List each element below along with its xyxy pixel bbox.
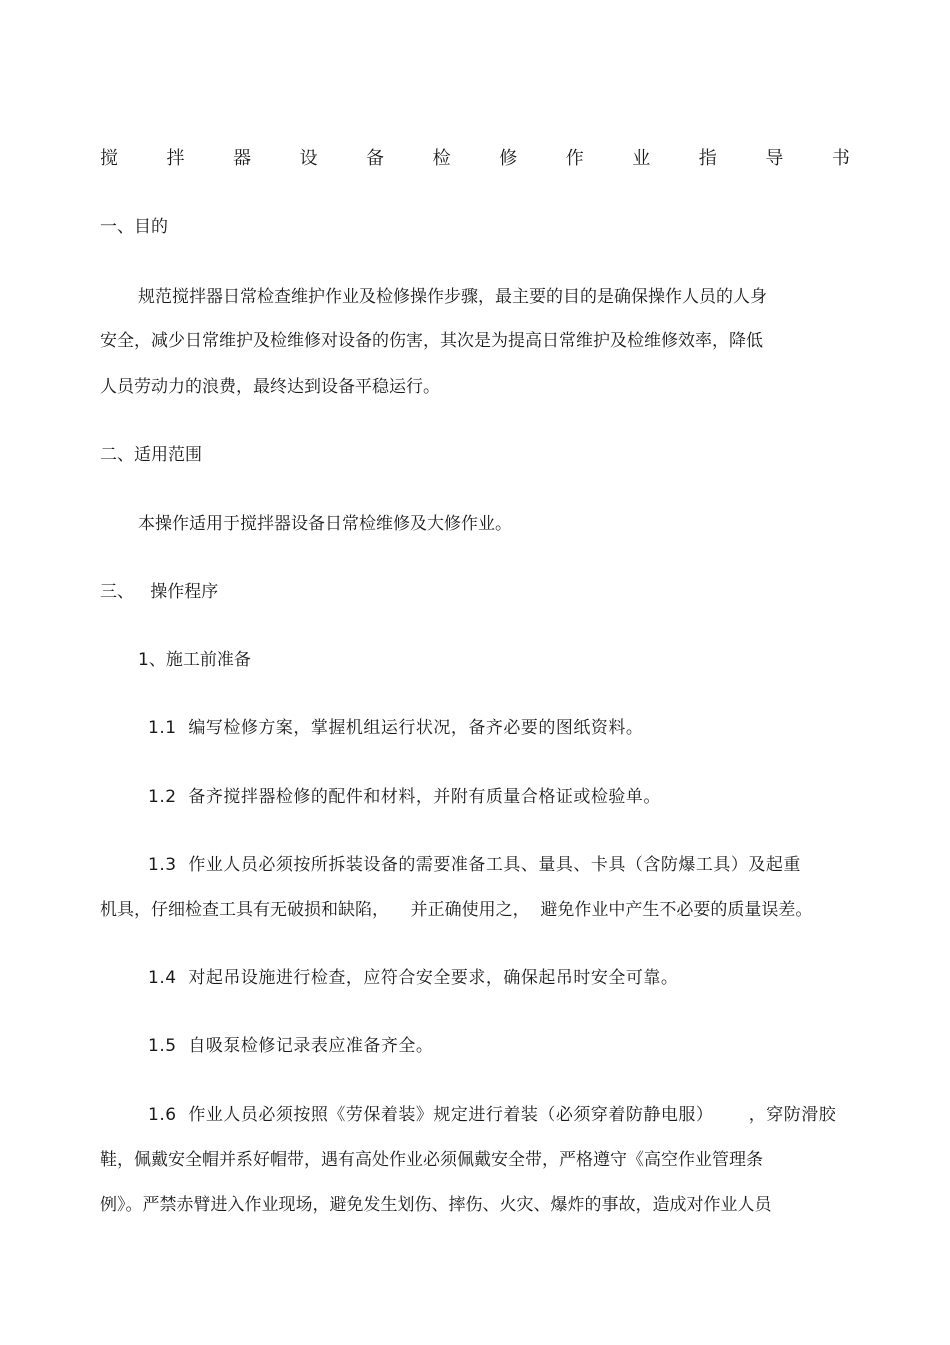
title-char: 设 [299, 148, 318, 169]
list-item: 1.1 编写检修方案，掌握机组运行状况，备齐必要的图纸资料。 [148, 718, 644, 738]
list-item: 1.4 对起吊设施进行检查，应符合安全要求，确保起吊时安全可靠。 [148, 968, 679, 988]
document-title [100, 146, 850, 172]
title-char: 书 [831, 148, 850, 169]
title-char: 导 [765, 148, 784, 169]
paragraph-line: 规范搅拌器日常检查维护作业及检修操作步骤，最主要的目的是确保操作人员的人身 [138, 287, 767, 307]
title-char: 修 [499, 148, 518, 169]
list-item: 1.5 自吸泵检修记录表应准备齐全。 [148, 1036, 434, 1056]
title-char: 业 [632, 148, 651, 169]
section-heading-purpose: 一、目的 [100, 217, 168, 237]
title-char: 搅 [100, 148, 118, 169]
section-heading-scope: 二、适用范围 [100, 445, 202, 465]
title-char: 作 [565, 148, 584, 169]
title-char: 检 [432, 148, 451, 169]
list-item: 1.3 作业人员必须按所拆装设备的需要准备工具、量具、卡具（含防爆工具）及起重 [148, 855, 801, 875]
title-char: 拌 [166, 148, 185, 169]
title-char: 器 [233, 148, 252, 169]
subsection-heading: 1、施工前准备 [138, 650, 251, 670]
paragraph-line: 本操作适用于搅拌器设备日常检维修及大修作业。 [138, 514, 512, 534]
paragraph-line: 安全，减少日常维护及检维修对设备的伤害，其次是为提高日常维护及检维修效率，降低 [100, 331, 763, 351]
title-char: 备 [366, 148, 385, 169]
list-item: 1.6 作业人员必须按照《劳保着装》规定进行着装（必须穿着防静电服） ，穿防滑胶 [148, 1105, 837, 1125]
list-item-continuation: 例》。严禁赤臂进入作业现场，避免发生划伤、摔伤、火灾、爆炸的事故，造成对作业人员 [100, 1195, 772, 1215]
list-item-continuation: 鞋，佩戴安全帽并系好帽带，遇有高处作业必须佩戴安全带，严格遵守《高空作业管理条 [100, 1150, 763, 1170]
list-item: 1.2 备齐搅拌器检修的配件和材料，并附有质量合格证或检验单。 [148, 787, 661, 807]
paragraph-line: 人员劳动力的浪费，最终达到设备平稳运行。 [100, 377, 440, 397]
list-item-continuation: 机具，仔细检查工具有无破损和缺陷， 并正确使用之， 避免作业中产生不必要的质量误差。 [100, 900, 813, 920]
section-heading-procedure: 三、 操作程序 [100, 582, 219, 602]
title-char: 指 [698, 148, 717, 169]
